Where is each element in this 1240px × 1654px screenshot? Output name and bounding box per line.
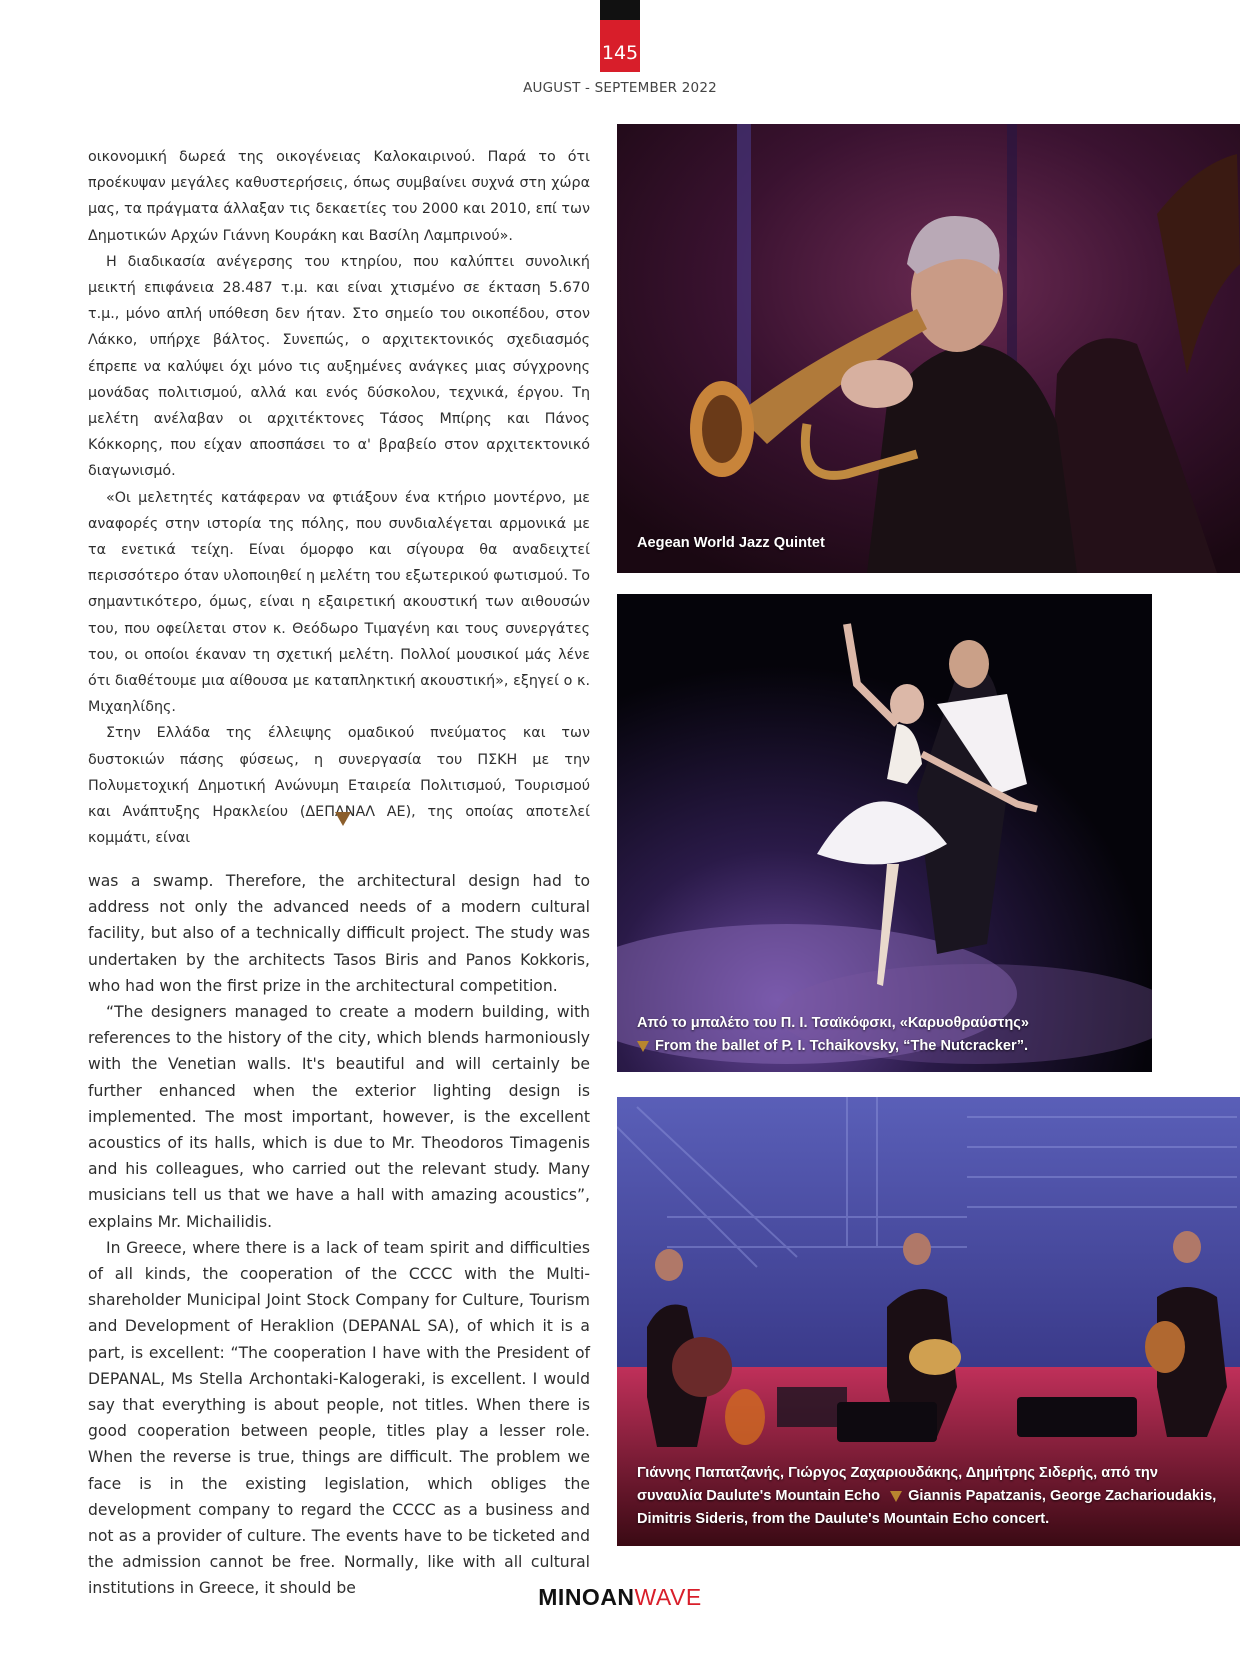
- greek-paragraph: Η διαδικασία ανέγερσης του κτηρίου, που καλύπτει συνολική μεικτή επιφάνεια 28.487 τ.μ. και είναι χτισμένο σε έκταση 5.670 τ.μ., μόνο απλή υπόθεση δεν ήταν. Στο σημείο του οικοπέδου, στον Λάκκο, υπήρχε βάλτος. Συνεπώς, ο αρχιτεκτονικός σχεδιασμός έπρεπε να καλύψει όχι μόνο τις αυξημένες ανάγκες μιας σύγχρονης μονάδας πολιτισμού, αλλά και ενός δύσκολου, τεχνικά, έργου. Τη μελέτη ανέλαβαν οι αρχιτέκτονες Τάσος Μπίρης και Πάνος Κόκκορης, που είχαν αποσπάσει το α' βραβείο στον αρχιτεκτονικό διαγωνισμό.: [88, 253, 590, 480]
- logo-light-part: WAVE: [634, 1584, 702, 1610]
- issue-date: AUGUST - SEPTEMBER 2022: [523, 80, 717, 96]
- ballet-photo: [617, 594, 1152, 1072]
- concert-caption-english: Giannis Papatzanis, George Zacharioudakis, Dimitris Sideris, from the Daulute's Mountain Echo concert.: [637, 1488, 1217, 1527]
- concert-caption-greek: Γιάννης Παπατζανής, Γιώργος Ζαχαριουδάκης, Δημήτρης Σιδερής, από την συναυλία Daulute's Mountain Echo: [637, 1465, 1158, 1504]
- english-paragraph: “The designers managed to create a modern building, with references to the history of the city, which blends harmoniously with the Venetian walls. It's beautiful and will certainly be further enhanced when the exterior lighting design is implemented. The most important, however, is the excellent acoustics of its halls, which is due to Mr. Theodoros Timagenis and his colleagues, who carried out the relevant study. Many musicians tell us that we have a hall with amazing acoustics”, explains Mr. Michailidis.: [88, 1003, 590, 1231]
- ballet-caption-english-line: [637, 1035, 1029, 1058]
- caption-arrow-icon: [637, 1041, 649, 1052]
- ballet-caption-english: From the ballet of P. I. Tchaikovsky, “The Nutcracker”.: [655, 1038, 1029, 1054]
- concert-photo-caption: [637, 1462, 1227, 1531]
- jazz-photo-caption: Aegean World Jazz Quintet: [637, 535, 825, 551]
- page-number: 145: [600, 20, 640, 72]
- greek-text-column: [88, 144, 590, 851]
- page-number-tab: [600, 0, 640, 72]
- ballet-photo-caption: [637, 1012, 1029, 1058]
- greek-paragraph: οικονομική δωρεά της οικογένειας Καλοκαιρινού. Παρά το ότι προέκυψαν μεγάλες καθυστερήσεις, όπως συμβαίνει συχνά στη χώρα μας, τα πράγματα άλλαξαν τις δεκαετίες του 2000 και 2010, επί των Δημοτικών Αρχών Γιάννη Κουράκη και Βασίλη Λαμπρινού».: [88, 149, 590, 244]
- greek-paragraph: «Οι μελετητές κατάφεραν να φτιάξουν ένα κτήριο μοντέρνο, με αναφορές στην ιστορία της πόλης, που συνδιαλέγεται αρμονικά με τα ενετικά τείχη. Είναι όμορφο και σίγουρα θα αναδειχτεί περισσότερο όταν υλοποιηθεί η μελέτη του εξωτερικού φωτισμού. Το σημαντικότερο, όμως, είναι η εξαιρετική ακουστική των αιθουσών του, που οφείλεται στον κ. Θεόδωρο Τιμαγένη και τους συνεργάτες του, οι οποίοι έκαναν τη σχετική μελέτη. Πολλοί μουσικοί μάς λένε ότι διαθέτουμε μια αίθουσα με καταπληκτική ακουστική», εξηγεί ο κ. Μιχαηλίδης.: [88, 489, 590, 716]
- logo-bold-part: MINOAN: [538, 1584, 635, 1610]
- english-text-column: [88, 868, 590, 1602]
- caption-arrow-icon: [890, 1491, 902, 1502]
- ballet-caption-greek: Από το μπαλέτο του Π. Ι. Τσαϊκόφσκι, «Καρυοθραύστης»: [637, 1015, 1029, 1031]
- english-paragraph: In Greece, where there is a lack of team spirit and difficulties of all kinds, the cooperation of the CCCC with the Multi-shareholder Municipal Joint Stock Company for Culture, Tourism and Development of Heraklion (DEPANAL SA), of which it is a part, is excellent: “The cooperation I have with the President of DEPANAL, Ms Stella Archontaki-Kalogeraki, is excellent. I would say that everything is about people, not titles. When there is good cooperation between people, titles play a lesser role. When the reverse is true, things are difficult. The problem we face is in the existing legislation, which obliges the development company to regard the CCCC as a business and not as a provider of culture. The events have to be ticketed and the admission cannot be free. Normally, like with all cultural institutions in Greece, it should be: [88, 1238, 590, 1598]
- page-tab-top: [600, 0, 640, 20]
- greek-paragraph: Στην Ελλάδα της έλλειψης ομαδικού πνεύματος και των δυστοκιών πάσης φύσεως, η συνεργασία του ΠΣΚΗ με την Πολυμετοχική Δημοτική Ανώνυμη Εταιρεία Πολιτισμού, Τουρισμού και Ανάπτυξης Ηρακλείου (ΔΕΠΑΝΑΛ ΑΕ), της οποίας αποτελεί κομμάτι, είναι: [88, 725, 590, 847]
- jazz-photo: [617, 124, 1240, 573]
- magazine-logo: [470, 1584, 770, 1611]
- concert-photo: [617, 1097, 1240, 1546]
- english-paragraph: was a swamp. Therefore, the architectural design had to address not only the advanced needs of a modern cultural facility, but also of a technically difficult project. The study was undertaken by the architects Tasos Biris and Panos Kokkoris, who had won the first prize in the architectural competition.: [88, 872, 590, 995]
- language-divider-arrow-icon: [335, 812, 351, 826]
